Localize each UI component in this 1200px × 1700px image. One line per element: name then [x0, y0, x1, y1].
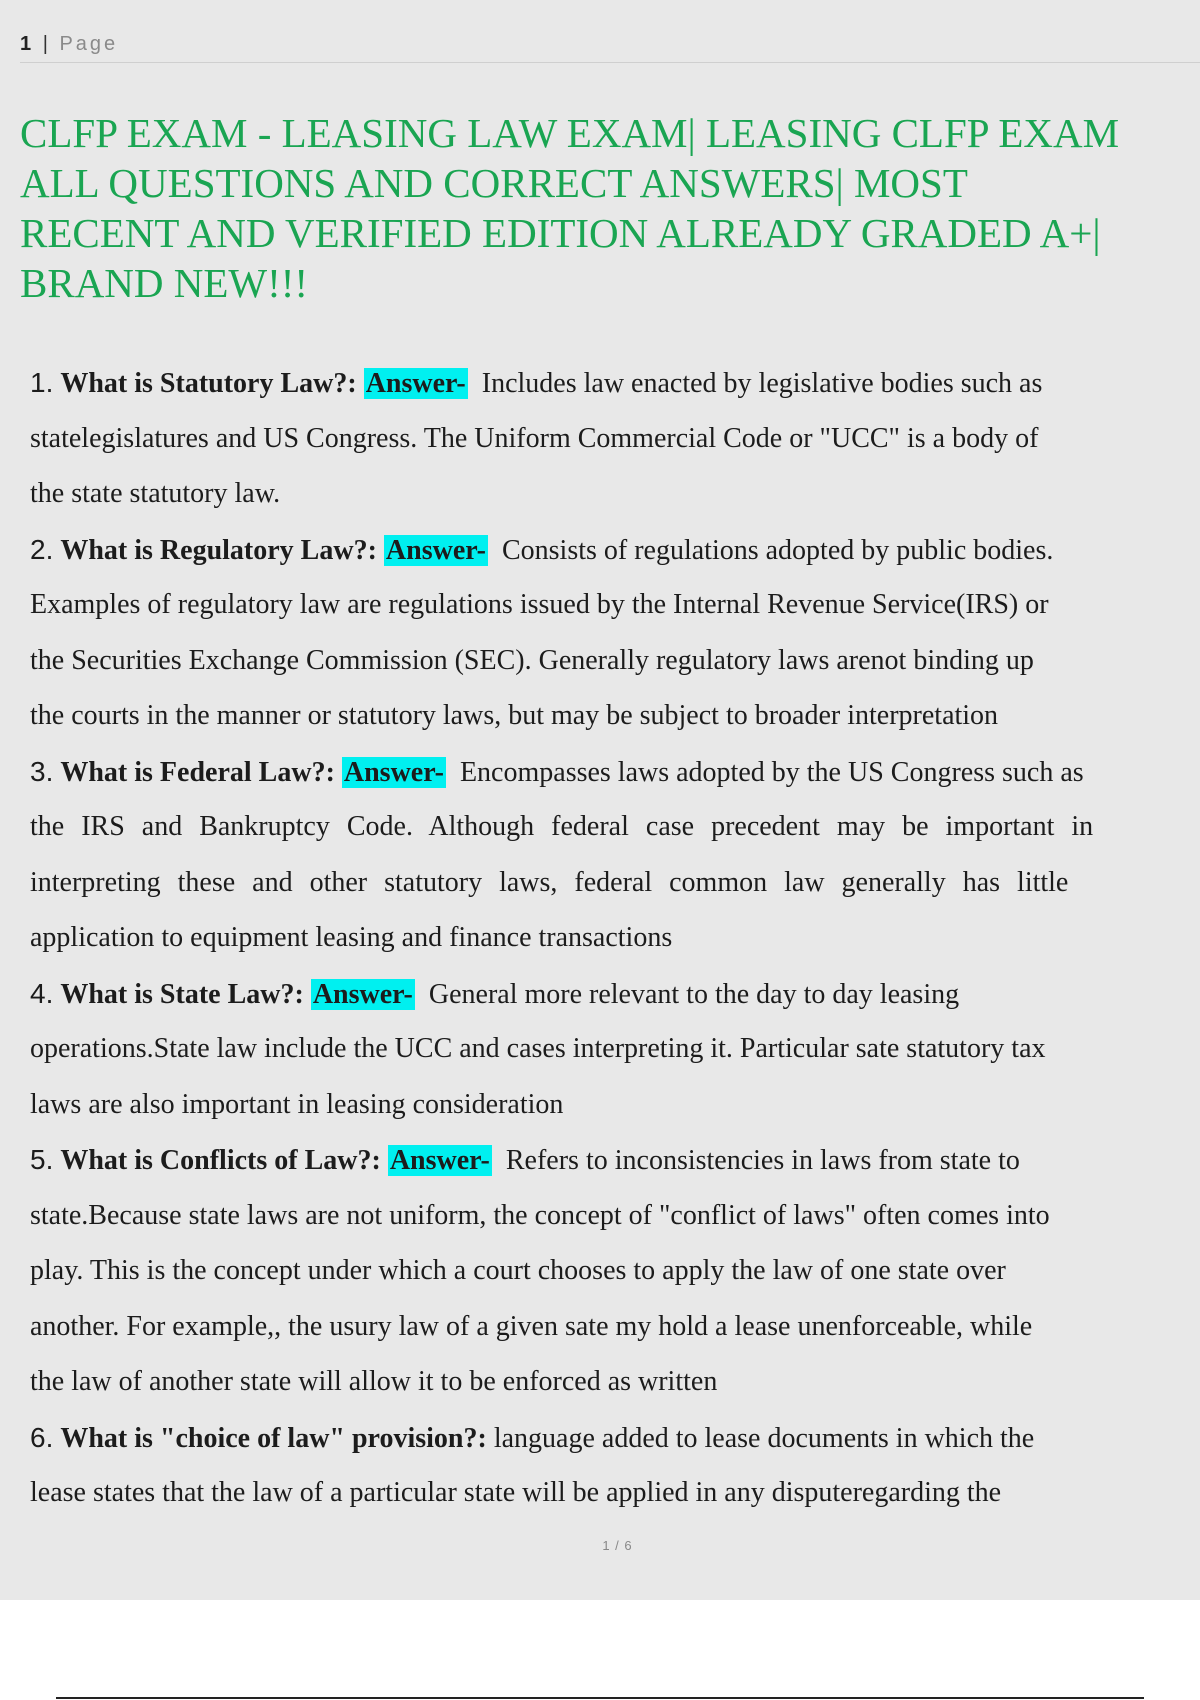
answer-text: General more relevant to the day to day leasing — [428, 978, 960, 1010]
question-text: What is State Law?: — [60, 978, 304, 1010]
question-line — [30, 522, 1200, 578]
page-header — [20, 30, 1200, 63]
answer-text: Includes law enacted by legislative bodies such as — [481, 368, 1043, 399]
question-line — [30, 966, 1200, 1022]
answer-line: operations.State law include the UCC and cases interpreting it. Particular sate statutory tax — [30, 1033, 1046, 1064]
answer-label: Answer- — [343, 756, 444, 788]
answer-line: state.Because state laws are not uniform, the concept of "conflict of laws" often comes into — [30, 1199, 1050, 1231]
question-number: 3. — [30, 755, 54, 787]
answer-label: Answer- — [389, 1145, 490, 1176]
page-header-word: Page — [59, 33, 119, 55]
question-number: 6. — [30, 1421, 54, 1453]
question-line — [30, 1132, 1200, 1188]
question-line — [30, 744, 1200, 800]
answer-text: Encompasses laws adopted by the US Congress such as — [459, 756, 1084, 788]
question-line — [30, 355, 1200, 411]
answer-line: the state statutory law. — [30, 478, 281, 509]
answer-line: application to equipment leasing and finance transactions — [30, 922, 673, 953]
question-text: What is Conflicts of Law?: — [60, 1145, 381, 1176]
question-number: 4. — [30, 977, 54, 1009]
answer-line: Examples of regulatory law are regulations issued by the Internal Revenue Service(IRS) or — [30, 589, 1049, 620]
question-number: 2. — [30, 533, 54, 565]
page-footer-indicator: 1 / 6 — [602, 1538, 633, 1553]
answer-line: play. This is the concept under which a court chooses to apply the law of one state over — [30, 1255, 1006, 1286]
page-header-number: 1 — [20, 33, 35, 55]
question-text: What is "choice of law" provision?: — [60, 1422, 487, 1454]
answer-label: Answer- — [312, 978, 413, 1010]
document-title: CLFP EXAM - LEASING LAW EXAM| LEASING CLFP EXAM ALL QUESTIONS AND CORRECT ANSWERS| MOST RECENT AND VERIFIED EDITION ALREADY GRADED A+| BRAND NEW!!! — [20, 110, 1120, 306]
question-number: 1. — [30, 367, 54, 398]
answer-line: the IRS and Bankruptcy Code. Although federal case precedent may be important in — [30, 811, 1094, 842]
answer-line: the law of another state will allow it to be enforced as written — [30, 1366, 718, 1397]
answer-line: the courts in the manner or statutory laws, but may be subject to broader interpretation — [30, 700, 999, 731]
answer-line: another. For example,, the usury law of a given sate my hold a lease unenforceable, while — [30, 1310, 1033, 1342]
question-line — [30, 1410, 1200, 1466]
question-text: What is Statutory Law?: — [60, 368, 357, 399]
answer-text: Refers to inconsistencies in laws from state to — [505, 1145, 1020, 1176]
answer-label: Answer- — [385, 534, 486, 566]
answer-text: Consists of regulations adopted by public bodies. — [501, 534, 1054, 566]
next-page-divider — [56, 1697, 1144, 1699]
question-text: What is Regulatory Law?: — [60, 534, 377, 566]
page-header-separator: | — [42, 33, 51, 55]
question-text: What is Federal Law?: — [60, 756, 335, 788]
answer-line: lease states that the law of a particular state will be applied in any disputeregarding the — [30, 1477, 1002, 1508]
question-number: 5. — [30, 1144, 54, 1175]
answer-label: Answer- — [365, 368, 466, 399]
answer-line: interpreting these and other statutory laws, federal common law generally has little — [30, 866, 1069, 898]
answer-line: the Securities Exchange Commission (SEC). Generally regulatory laws arenot binding up — [30, 644, 1034, 676]
answer-line: laws are also important in leasing consideration — [30, 1088, 564, 1120]
answer-text: language added to lease documents in which the — [493, 1422, 1035, 1454]
qa-list — [30, 355, 1200, 1521]
answer-line: statelegislatures and US Congress. The Uniform Commercial Code or "UCC" is a body of — [30, 422, 1039, 454]
